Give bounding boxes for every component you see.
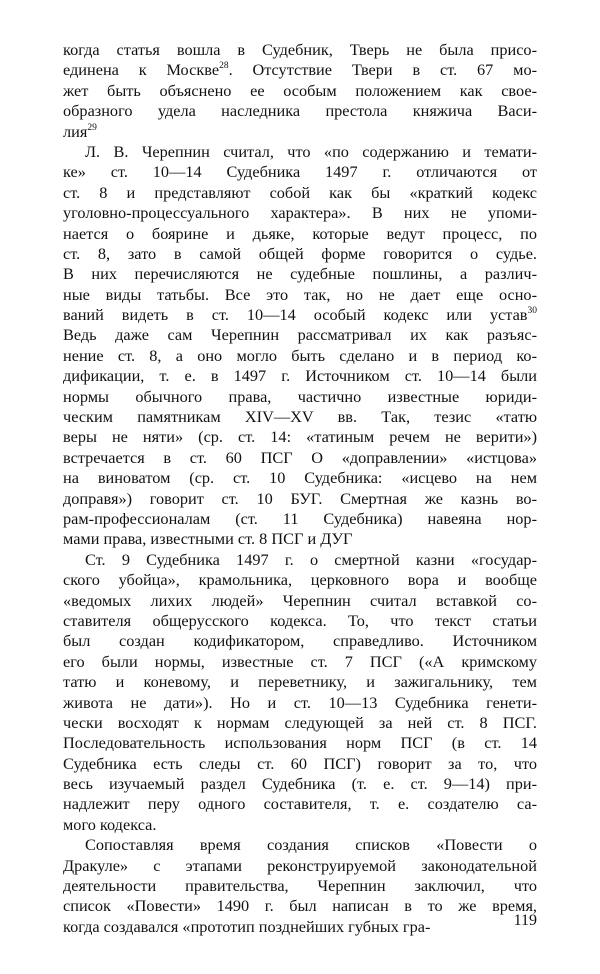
line-text: ваний видеть в ст. 10—14 особый кодекс или устав bbox=[63, 305, 528, 325]
text-line bbox=[63, 162, 537, 182]
line-text: нается о боярине и дьяке, которые ведут процесс, по bbox=[63, 223, 537, 243]
line-text: надлежит перу одного составителя, т. е. создателю са- bbox=[63, 794, 537, 814]
line-text: ческим памятникам XIV—XV вв. Так, тезис «татю bbox=[63, 407, 537, 427]
line-text: Л. В. Черепнин считал, что «по содержанию и темати- bbox=[85, 141, 537, 161]
text-line bbox=[63, 917, 537, 937]
text-line bbox=[63, 101, 537, 121]
footnote-marker: 28 bbox=[219, 61, 229, 72]
text-line bbox=[63, 305, 537, 325]
page-number: 119 bbox=[513, 912, 537, 929]
line-text: лия bbox=[63, 121, 88, 141]
line-text: уголовно-процессуального характера». В них не упоми- bbox=[63, 203, 537, 223]
line-text: живота не дати»). Но и ст. 10—13 Судебника генети- bbox=[63, 692, 537, 712]
line-text: доправя») говорит ст. 10 БУГ. Смертная же казнь во- bbox=[63, 488, 537, 508]
text-line bbox=[63, 754, 537, 774]
line-text: Последовательность использования норм ПСГ (в ст. 14 bbox=[63, 733, 537, 753]
line-text: ке» ст. 10—14 Судебника 1497 г. отличаются от bbox=[63, 162, 537, 182]
text-line bbox=[63, 631, 537, 651]
line-text: единена к Москве bbox=[63, 60, 220, 80]
text-line bbox=[63, 774, 537, 794]
line-text: когда создавался «прототип позднейших губных гра- bbox=[63, 916, 431, 936]
footnote-marker: 30 bbox=[527, 306, 537, 317]
footnote-marker: 29 bbox=[87, 122, 97, 133]
text-line bbox=[63, 448, 537, 468]
line-text: деятельности правительства, Черепнин заключил, что bbox=[63, 876, 537, 896]
text-line bbox=[63, 244, 537, 264]
text-line bbox=[63, 40, 537, 60]
line-text: ные виды татьбы. Все это так, но не дает еще осно- bbox=[63, 284, 537, 304]
text-line bbox=[63, 591, 537, 611]
line-text: встречается в ст. 60 ПСГ О «доправлении» «истцова» bbox=[63, 447, 537, 467]
line-text: ского убойца», крамольника, церковного вора и вообще bbox=[63, 570, 537, 590]
text-line bbox=[63, 672, 537, 692]
line-text: мого кодекса. bbox=[63, 814, 157, 834]
text-line bbox=[63, 713, 537, 733]
paragraph bbox=[63, 142, 537, 550]
text-line bbox=[63, 652, 537, 672]
text-line bbox=[63, 325, 537, 345]
text-line bbox=[63, 815, 537, 835]
text-line bbox=[63, 81, 537, 101]
line-text: его были нормы, известные ст. 7 ПСГ («А кримскому bbox=[63, 651, 537, 671]
line-text: был создан кодификатором, справедливо. Источником bbox=[63, 631, 537, 651]
line-text: веры не няти» (ср. ст. 14: «татиным речем не верити») bbox=[63, 427, 537, 447]
line-text: жет быть объяснено ее особым положением как свое- bbox=[63, 80, 537, 100]
line-text: чески восходят к нормам следующей за ней ст. 8 ПСГ. bbox=[63, 712, 537, 732]
text-line bbox=[63, 794, 537, 814]
text-line bbox=[63, 489, 537, 509]
text-line bbox=[63, 366, 537, 386]
text-line bbox=[63, 407, 537, 427]
text-line bbox=[63, 570, 537, 590]
text-line bbox=[63, 856, 537, 876]
text-line bbox=[63, 529, 537, 549]
text-line bbox=[63, 122, 537, 142]
line-text: когда статья вошла в Судебник, Тверь не была присо- bbox=[63, 40, 537, 59]
text-line bbox=[63, 611, 537, 631]
text-line bbox=[63, 285, 537, 305]
paragraph bbox=[63, 835, 537, 937]
text-line bbox=[63, 876, 537, 896]
line-text: на виноватом (ср. ст. 10 Судебника: «исцево на нем bbox=[63, 468, 537, 488]
line-text: В них перечисляются не судебные пошлины, а различ- bbox=[63, 264, 537, 284]
text-line bbox=[63, 693, 537, 713]
paragraph bbox=[63, 550, 537, 835]
line-text: ст. 8 и представляют собой как бы «краткий кодекс bbox=[63, 182, 537, 202]
line-text: татю и коневому, и переветнику, и зажигальнику, тем bbox=[63, 672, 537, 692]
line-text: ст. 8, зато в самой общей форме говорится о судье. bbox=[63, 243, 537, 263]
line-text: мами права, известными ст. 8 ПСГ и ДУГ bbox=[63, 529, 353, 549]
text-line bbox=[63, 224, 537, 244]
text-line bbox=[63, 835, 537, 855]
paragraph bbox=[63, 40, 537, 142]
text-line bbox=[63, 346, 537, 366]
line-text: весь изучаемый раздел Судебника (т. е. ст. 9—14) при- bbox=[63, 774, 537, 794]
text-line bbox=[63, 509, 537, 529]
text-line bbox=[63, 427, 537, 447]
text-line bbox=[63, 550, 537, 570]
line-text: дификации, т. е. в 1497 г. Источником ст. 10—14 были bbox=[63, 366, 537, 386]
line-text: Ст. 9 Судебника 1497 г. о смертной казни «государ- bbox=[85, 549, 537, 569]
line-text: образного удела наследника престола княжича Васи- bbox=[63, 101, 537, 121]
line-text: список «Повести» 1490 г. был написан в то же время, bbox=[63, 896, 537, 916]
line-text: нение ст. 8, а оно могло быть сделано и в период ко- bbox=[63, 345, 537, 365]
text-line bbox=[63, 733, 537, 753]
text-line bbox=[63, 896, 537, 916]
body-text bbox=[63, 40, 537, 937]
line-text: Судебника есть следы ст. 60 ПСГ) говорит за то, что bbox=[63, 753, 537, 773]
line-text: Ведь даже сам Черепнин рассматривал их как разъяс- bbox=[63, 325, 537, 345]
line-text: ставителя общерусского кодекса. То, что текст статьи bbox=[63, 610, 537, 630]
text-line bbox=[63, 387, 537, 407]
text-line bbox=[63, 142, 537, 162]
line-text: «ведомых лихих людей» Черепнин считал вставкой со- bbox=[63, 590, 537, 610]
line-text: Сопоставляя время создания списков «Повести о bbox=[85, 835, 537, 855]
text-line bbox=[63, 203, 537, 223]
text-line bbox=[63, 468, 537, 488]
line-text: рам-профессионалам (ст. 11 Судебника) навеяна нор- bbox=[63, 508, 537, 528]
line-text: Дракуле» с этапами реконструируемой законодательной bbox=[63, 855, 537, 875]
line-text-continued: . Отсутствие Твери в ст. 67 мо- bbox=[228, 60, 538, 80]
text-line bbox=[63, 264, 537, 284]
line-text: нормы обычного права, частично известные юриди- bbox=[63, 386, 537, 406]
text-line bbox=[63, 60, 537, 80]
text-line bbox=[63, 183, 537, 203]
